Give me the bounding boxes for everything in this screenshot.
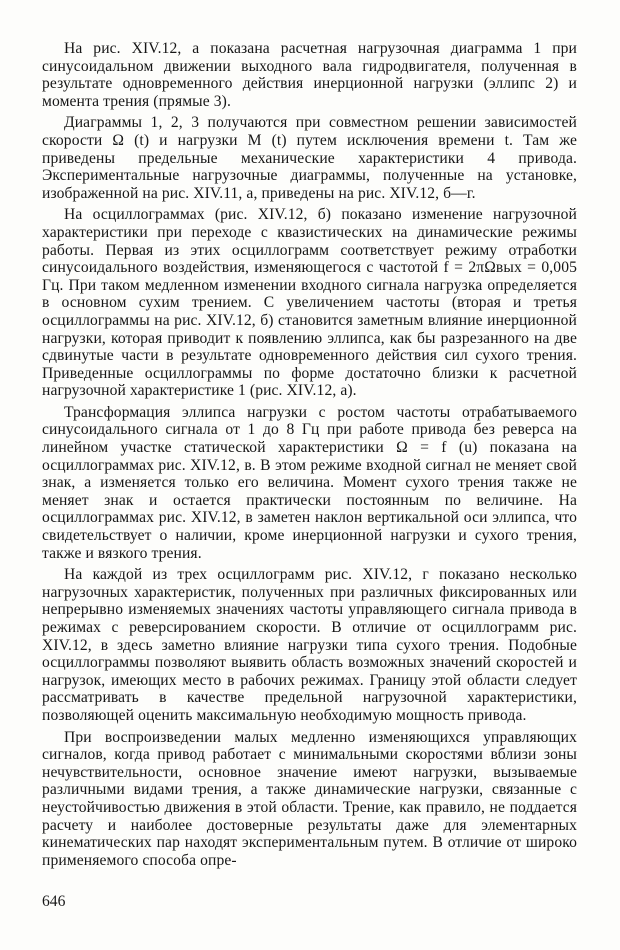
page-number: 646: [42, 893, 66, 910]
paragraph-1: На рис. XIV.12, а показана расчетная нагрузочная диаграмма 1 при синусоидальном движении выходного вала гидродвигателя, полученная в результате одновременного действия инерционной нагрузки (эллипс 2) и момента трения (прямые 3).: [42, 40, 577, 110]
paragraph-6: При воспроизведении малых медленно изменяющихся управляющих сигналов, когда привод работает с минимальными скоростями вблизи зоны нечувствительности, основное значение имеют нагрузки, вызываемые различными видами трения, а также динамические нагрузки, связанные с неустойчивостью движения в этой области. Трение, как правило, не поддается расчету и наиболее достоверные результаты даже для элементарных кинематических пар находят экспериментальным путем. В отличие от широко применяемого способа опре-: [42, 728, 577, 869]
paragraph-4: Трансформация эллипса нагрузки с ростом частоты отрабатываемого синусоидального сигнала от 1 до 8 Гц при работе привода без реверса на линейном участке статической характеристики Ω = f (u) показана на осциллограммах рис. XIV.12, в. В этом режиме входной сигнал не меняет свой знак, а изменяется только его величина. Момент сухого трения также не меняет знак и остается практически постоянным по величине. На осциллограммах рис. XIV.12, в заметен наклон вертикальной оси эллипса, что свидетельствует о наличии, кроме инерционной нагрузки и сухого трения, также и вязкого трения.: [42, 403, 577, 562]
paragraph-5: На каждой из трех осциллограмм рис. XIV.12, г показано несколько нагрузочных характеристик, полученных при различных фиксированных или непрерывно изменяемых значениях частоты управляющего сигнала привода в режимах с реверсированием скорости. В отличие от осциллограмм рис. XIV.12, в здесь заметно влияние нагрузки типа сухого трения. Подобные осциллограммы позволяют выявить область возможных значений скоростей и нагрузок, имеющих место в рабочих режимах. Границу этой области следует рассматривать в качестве предельной нагрузочной характеристики, позволяющей оценить максимальную необходимую мощность привода.: [42, 566, 577, 724]
paragraph-3: На осциллограммах (рис. XIV.12, б) показано изменение нагрузочной характеристики при переходе с квазистических на динамические режимы работы. Первая из этих осциллограмм соответствует режиму отработки синусоидального воздействия, изменяющегося с частотой f = 2πΩвых = 0,005 Гц. При таком медленном изменении входного сигнала нагрузка определяется в основном сухим трением. С увеличением частоты (вторая и третья осциллограммы на рис. XIV.12, б) становится заметным влияние инерционной нагрузки, которая приводит к появлению эллипса, как бы разрезанного на две сдвинутые части в результате одновременного действия сил сухого трения. Приведенные осциллограммы по форме достаточно близки к расчетной нагрузочной характеристике 1 (рис. XIV.12, а).: [42, 206, 577, 400]
body-text: [42, 40, 577, 873]
paragraph-2: Диаграммы 1, 2, 3 получаются при совместном решении зависимостей скорости Ω (t) и нагрузки M (t) путем исключения времени t. Там же приведены предельные механические характеристики 4 привода. Экспериментальные нагрузочные диаграммы, полученные на установке, изображенной на рис. XIV.11, а, приведены на рис. XIV.12, б—г.: [42, 114, 577, 202]
